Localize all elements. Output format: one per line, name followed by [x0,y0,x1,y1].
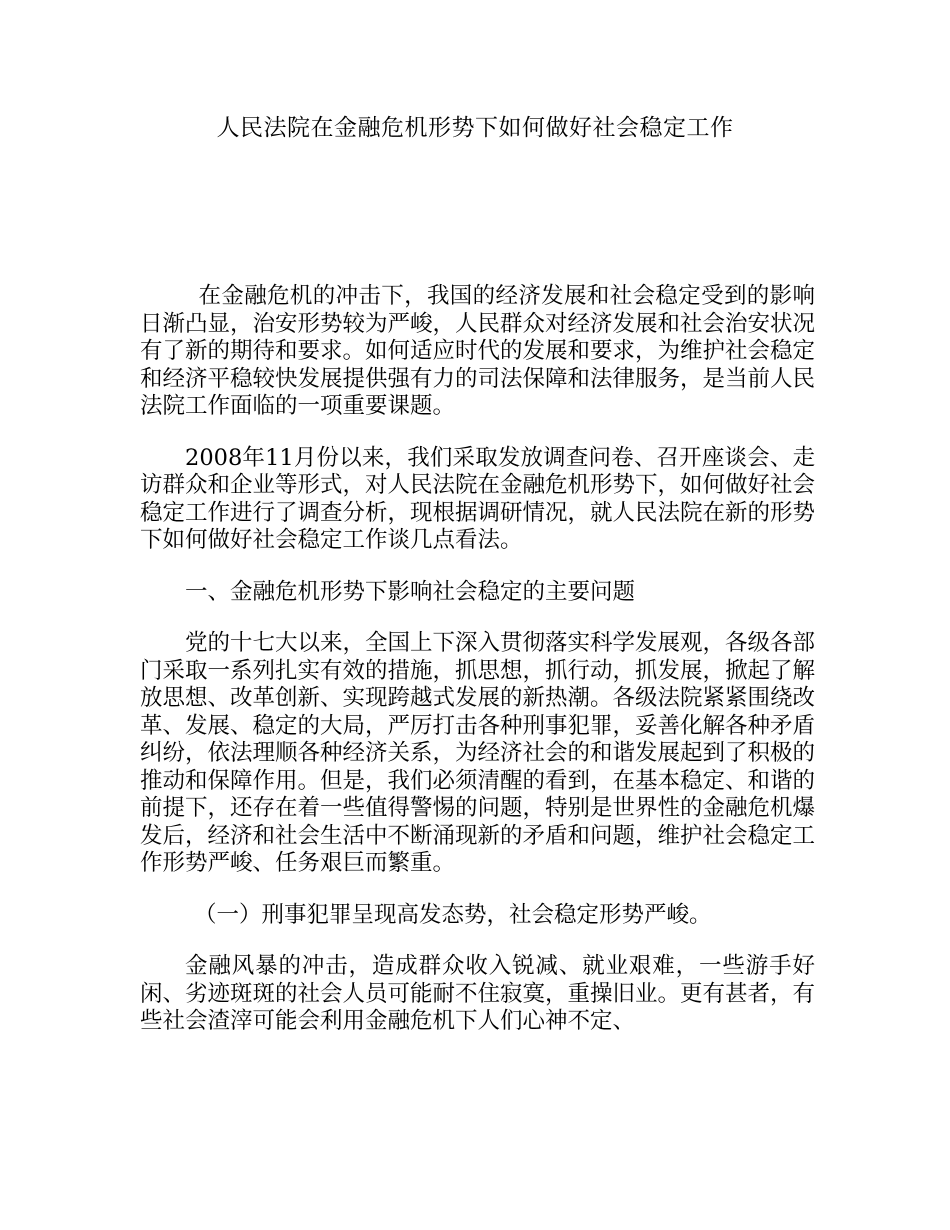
subsection-heading-criminal-offenses: （一）刑事犯罪呈现高发态势，社会稳定形势严峻。 [194,901,712,928]
document-title: 人民法院在金融危机形势下如何做好社会稳定工作 [216,115,734,141]
paragraph-financial-storm: 金融风暴的冲击，造成群众收入锐减、就业艰难，一些游手好闲、劣迹斑斑的社会人员可能耐不住寂寞，重操旧业。更有甚者，有些社会渣滓可能会利用金融危机下人们心神不定、 [140,953,816,1034]
section-heading-main-problems: 一、金融危机形势下影响社会稳定的主要问题 [185,578,636,605]
document-body [140,283,815,1060]
paragraph-intro: 在金融危机的冲击下，我国的经济发展和社会稳定受到的影响日渐凸显，治安形势较为严峻，人民群众对经济发展和社会治安状况有了新的期待和要求。如何适应时代的发展和要求，为维护社会稳定和经济平稳较快发展提供强有力的司法保障和法律服务，是当前人民法院工作面临的一项重要课题。 [140,283,816,419]
paragraph-survey: 2008年11月份以来，我们采取发放调查问卷、召开座谈会、走访群众和企业等形式，对人民法院在金融危机形势下，如何做好社会稳定工作进行了调查分析，现根据调研情况，就人民法院在新的形势下如何做好社会稳定工作谈几点看法。 [140,444,816,553]
paragraph-background: 党的十七大以来，全国上下深入贯彻落实科学发展观，各级各部门采取一系列扎实有效的措施，抓思想，抓行动，抓发展，掀起了解放思想、改革创新、实现跨越式发展的新热潮。各级法院紧紧围绕改革、发展、稳定的大局，严厉打击各种刑事犯罪，妥善化解各种矛盾纠纷，依法理顺各种经济关系，为经济社会的和谐发展起到了积极的推动和保障作用。但是，我们必须清醒的看到，在基本稳定、和谐的前提下，还存在着一些值得警惕的问题，特别是世界性的金融危机爆发后，经济和社会生活中不断涌现新的矛盾和问题，维护社会稳定工作形势严峻、任务艰巨而繁重。 [140,630,816,876]
